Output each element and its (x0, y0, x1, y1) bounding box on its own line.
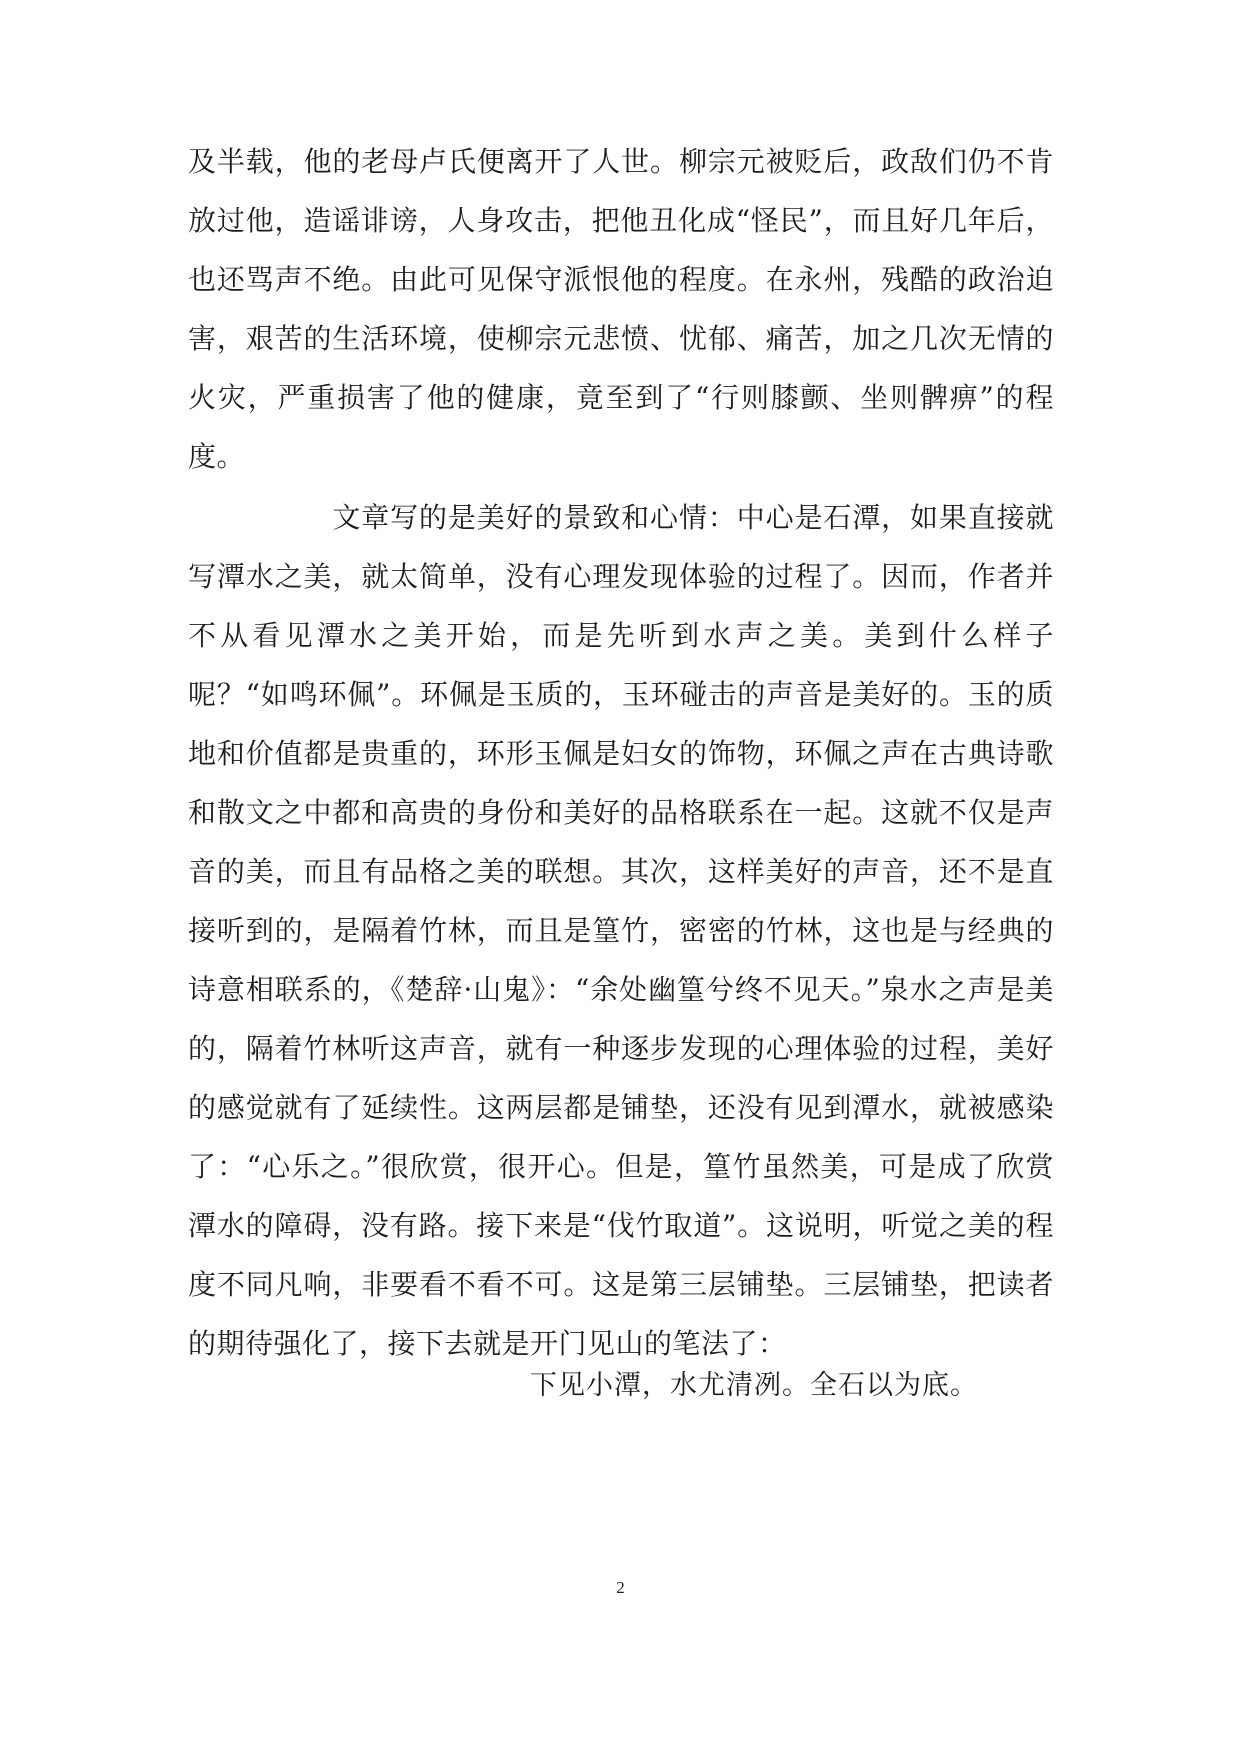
paragraph-2: 文章写的是美好的景致和心情：中心是石潭，如果直接就写潭水之美，就太简单，没有心理发现体验的过程了。因而，作者并不从看见潭水之美开始，而是先听到水声之美。美到什么样子呢？“如鸣环佩”。环佩是玉质的，玉环碰击的声音是美好的。玉的质地和价值都是贵重的，环形玉佩是妇女的饰物，环佩之声在古典诗歌和散文之中都和高贵的身份和美好的品格联系在一起。这就不仅是声音的美，而且有品格之美的联想。其次，这样美好的声音，还不是直接听到的，是隔着竹林，而且是篁竹，密密的竹林，这也是与经典的诗意相联系的，《楚辞·山鬼》：“余处幽篁兮终不见天。”泉水之声是美的，隔着竹林听这声音，就有一种逐步发现的心理体验的过程，美好的感觉就有了延续性。这两层都是铺垫，还没有见到潭水，就被感染了：“心乐之。”很欣赏，很开心。但是，篁竹虽然美，可是成了欣赏潭水的障碍，没有路。接下来是“伐竹取道”。这说明，听觉之美的程度不同凡响，非要看不看不可。这是第三层铺垫。三层铺垫，把读者的期待强化了，接下去就是开门见山的笔法了： (188, 501, 1054, 1360)
paragraph-1: 及半载，他的老母卢氏便离开了人世。柳宗元被贬后，政敌们仍不肯放过他，造谣诽谤，人身攻击，把他丑化成“怪民”，而且好几年后，也还骂声不绝。由此可见保守派恨他的程度。在永州，残酷的政治迫害，艰苦的生活环境，使柳宗元悲愤、忧郁、痛苦，加之几次无情的火灾，严重损害了他的健康，竟至到了“行则膝颤、坐则髀痹”的程度。 (188, 145, 1054, 473)
body-text (188, 132, 1054, 1373)
quoted-line: 下见小潭，水尤清冽。全石以为底。 (530, 1370, 978, 1401)
page-number: 2 (616, 1578, 625, 1597)
